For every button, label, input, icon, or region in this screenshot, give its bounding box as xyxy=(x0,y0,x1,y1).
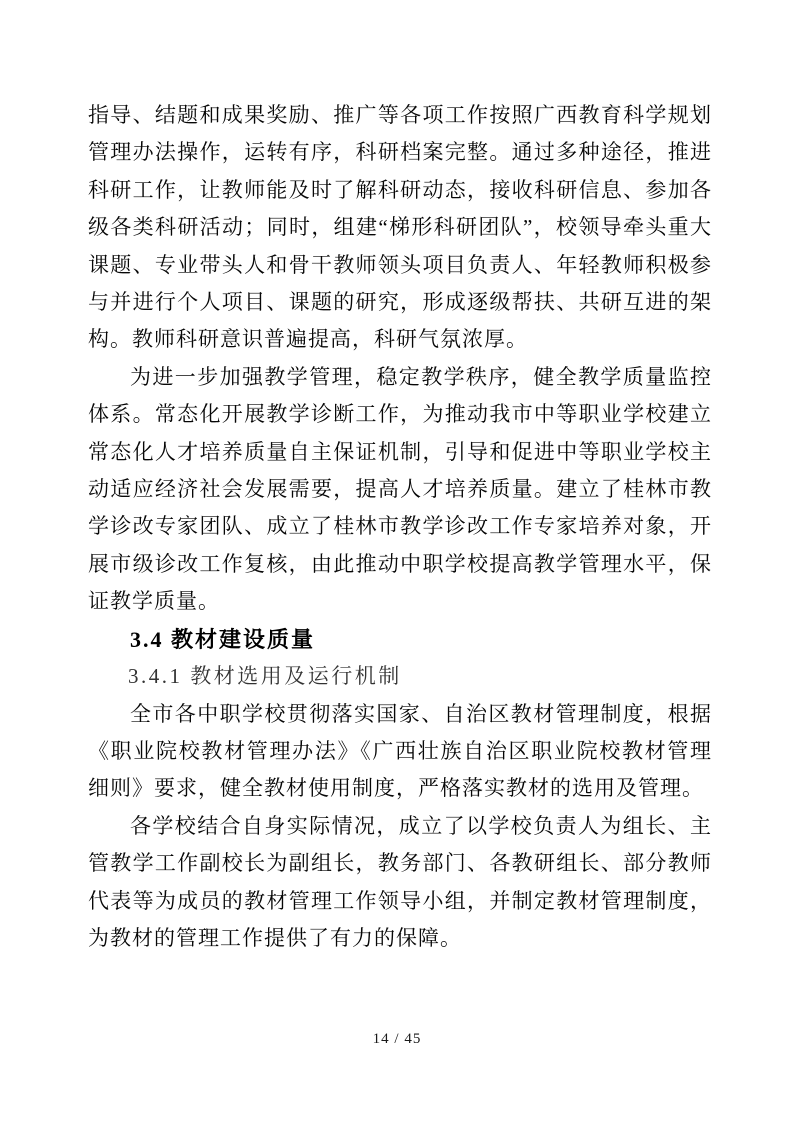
page-number: 14 / 45 xyxy=(372,1031,422,1047)
page-footer xyxy=(0,1030,794,1048)
subsection-heading-3-4-1: 3.4.1 教材选用及运行机制 xyxy=(128,664,402,689)
page-content xyxy=(88,97,712,957)
paragraph-research-management: 指导、结题和成果奖励、推广等各项工作按照广西教育科学规划管理办法操作，运转有序，科研档案完整。通过多种途径，推进科研工作，让教师能及时了解科研动态，接收科研信息、参加各级各类科研活动；同时，组建“梯形科研团队”，校领导牵头重大课题、专业带头人和骨干教师领头项目负责人、年轻教师积极参与并进行个人项目、课题的研究，形成逐级帮扶、共研互进的架构。教师科研意识普遍提高，科研气氛浓厚。 xyxy=(88,103,712,352)
paragraph-teaching-quality: 为进一步加强教学管理，稳定教学秩序，健全教学质量监控体系。常态化开展教学诊断工作，为推动我市中等职业学校建立常态化人才培养质量自主保证机制，引导和促进中等职业学校主动适应经济社会发展需要，提高人才培养质量。建立了桂林市教学诊改专家团队、成立了桂林市教学诊改工作专家培养对象，开展市级诊改工作复核，由此推动中职学校提高教学管理水平，保证教学质量。 xyxy=(88,364,712,614)
paragraph-textbook-policy: 全市各中职学校贯彻落实国家、自治区教材管理制度，根据《职业院校教材管理办法》《广西壮族自治区职业院校教材管理细则》要求，健全教材使用制度，严格落实教材的选用及管理。 xyxy=(88,701,712,801)
section-heading-3-4: 3.4 教材建设质量 xyxy=(130,626,316,652)
paragraph-textbook-leadership: 各学校结合自身实际情况，成立了以学校负责人为组长、主管教学工作副校长为副组长，教务部门、各教研组长、部分教师代表等为成员的教材管理工作领导小组，并制定教材管理制度，为教材的管理工作提供了有力的保障。 xyxy=(88,813,712,950)
